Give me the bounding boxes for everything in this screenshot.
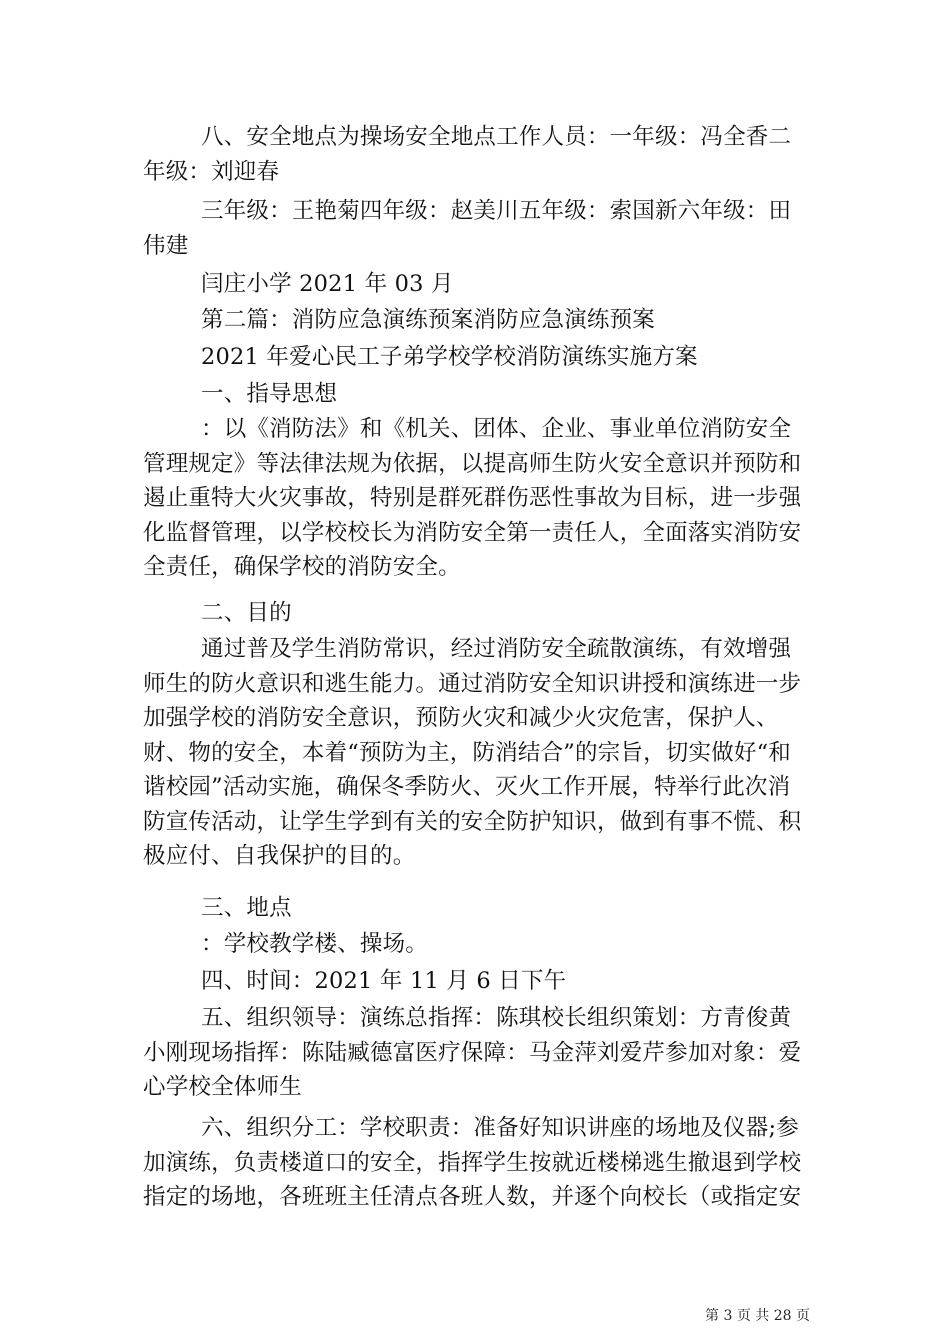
- page-number-footer: 第 3 页 共 28 页: [705, 1308, 810, 1324]
- paragraph-chapter-title: 第二篇：消防应急演练预案消防应急演练预案: [201, 307, 656, 333]
- paragraph-location: ：学校教学楼、操场。: [201, 931, 429, 957]
- paragraph-purpose: 通过普及学生消防常识，经过消防安全疏散演练，有效增强师生的防火意识和逃生能力。通过消防安全知识讲授和演练进一步加强学校的消防安全意识，预防火灾和减少火灾危害，保护人、财、物的安全，本着“预防为主，防消结合”的宗旨，切实做好“和谐校园”活动实施，确保冬季防火、灭火工作开展，特举行此次消防宣传活动，让学生学到有关的安全防护知识，做到有事不慌、积极应付、自我保护的目的。: [143, 636, 802, 869]
- heading-location: 三、地点: [201, 895, 292, 921]
- paragraph-safety-location: 八、安全地点为操场安全地点工作人员：一年级：冯全香二年级：刘迎春: [143, 124, 792, 185]
- paragraph-organization-leadership: 五、组织领导：演练总指挥：陈琪校长组织策划：方青俊黄小刚现场指挥：陈陆臧德富医疗保障：马金萍刘爱芹参加对象：爱心学校全体师生: [143, 1005, 802, 1100]
- paragraph-guiding-ideology: ：以《消防法》和《机关、团体、企业、事业单位消防安全管理规定》等法律法规为依据，以提高师生防火安全意识并预防和遏止重特大火灾事故，特别是群死群伤恶性事故为目标，进一步强化监督管理，以学校校长为消防安全第一责任人，全面落实消防安全责任，确保学校的消防安全。: [143, 416, 802, 580]
- paragraph-time: 四、时间：2021 年 11 月 6 日下午: [201, 968, 567, 994]
- paragraph-grade-staff: 三年级：王艳菊四年级：赵美川五年级：索国新六年级：田伟建: [143, 198, 792, 259]
- paragraph-school-date: 闫庄小学 2021 年 03 月: [201, 271, 454, 297]
- paragraph-plan-title: 2021 年爱心民工子弟学校学校消防演练实施方案: [201, 344, 698, 370]
- heading-guiding-ideology: 一、指导思想: [201, 381, 338, 407]
- paragraph-organization-division: 六、组织分工：学校职责：准备好知识讲座的场地及仪器;参加演练，负责楼道口的安全，指挥学生按就近楼梯逃生撤退到学校指定的场地，各班班主任清点各班人数，并逐个向校长（或指定安: [143, 1115, 802, 1210]
- heading-purpose: 二、目的: [201, 600, 292, 626]
